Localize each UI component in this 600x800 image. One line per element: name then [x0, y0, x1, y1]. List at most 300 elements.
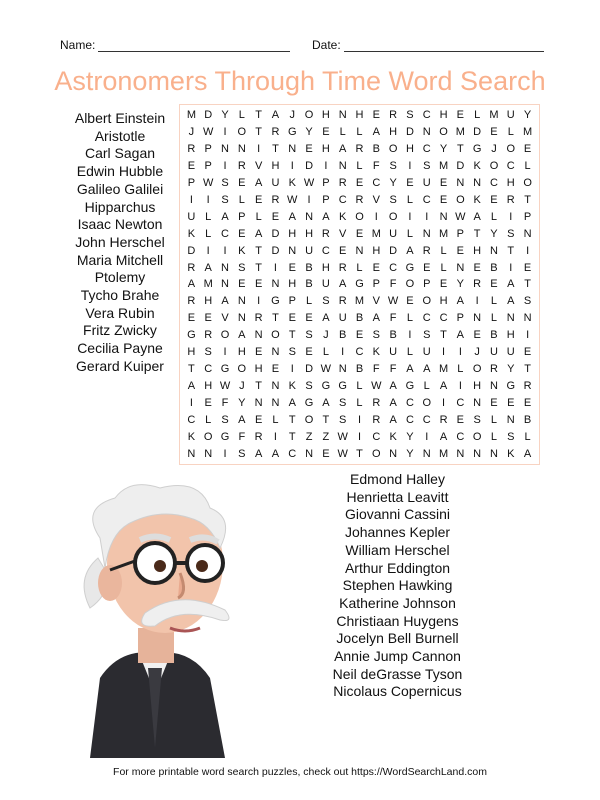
grid-letter: C — [439, 312, 448, 325]
grid-letter: M — [186, 109, 196, 122]
grid-letter: L — [423, 379, 430, 392]
grid-letter: I — [509, 210, 513, 223]
grid-letter: H — [321, 261, 330, 274]
word-item: Annie Jump Cannon — [334, 648, 461, 665]
grid-letter: W — [337, 447, 348, 460]
grid-letter: L — [356, 379, 363, 392]
word-item: Fritz Zwicky — [83, 322, 157, 339]
grid-letter: I — [223, 244, 227, 257]
grid-letter: C — [187, 413, 196, 426]
grid-letter: C — [204, 363, 213, 376]
grid-letter: G — [506, 379, 516, 392]
grid-letter: L — [490, 413, 498, 426]
grid-letter: N — [254, 396, 263, 409]
grid-letter: O — [523, 177, 532, 190]
grid-letter: S — [288, 346, 296, 359]
grid-letter: I — [273, 261, 277, 274]
grid-letter: R — [204, 329, 213, 342]
grid-letter: E — [288, 261, 296, 274]
grid-letter: U — [305, 244, 314, 257]
grid-letter: C — [422, 143, 431, 156]
grid-letter: T — [255, 109, 262, 122]
grid-letter: N — [237, 143, 246, 156]
grid-letter: I — [408, 160, 412, 173]
grid-letter: N — [456, 261, 465, 274]
grid-letter: S — [339, 413, 347, 426]
grid-letter: J — [289, 109, 295, 122]
grid-letter: O — [472, 363, 482, 376]
grid-letter: I — [223, 447, 227, 460]
grid-letter: N — [204, 447, 213, 460]
grid-letter: F — [372, 363, 380, 376]
grid-letter: R — [506, 193, 515, 206]
grid-letter: G — [338, 379, 347, 392]
grid-letter: R — [355, 143, 364, 156]
grid-letter: E — [305, 143, 313, 156]
word-item: Nicolaus Copernicus — [333, 683, 462, 700]
grid-letter: L — [322, 346, 329, 359]
grid-letter: Y — [221, 109, 229, 122]
grid-letter: I — [425, 210, 429, 223]
grid-letter: H — [288, 227, 297, 240]
word-item: Katherine Johnson — [339, 594, 456, 611]
grid-letter: N — [221, 278, 229, 291]
grid-letter: H — [439, 109, 448, 122]
grid-letter: E — [523, 261, 532, 274]
grid-letter: T — [188, 363, 195, 376]
grid-letter: M — [203, 278, 213, 291]
grid-letter: S — [372, 329, 380, 342]
grid-letter: P — [372, 278, 380, 291]
grid-letter: L — [406, 193, 413, 206]
grid-letter: Y — [523, 109, 532, 122]
grid-letter: E — [322, 447, 330, 460]
grid-letter: R — [422, 244, 431, 257]
grid-letter: K — [288, 379, 296, 392]
grid-letter: C — [221, 227, 229, 240]
grid-letter: L — [406, 227, 413, 240]
grid-letter: U — [338, 312, 347, 325]
grid-letter: N — [506, 312, 515, 325]
grid-letter: A — [389, 379, 397, 392]
grid-letter: K — [372, 346, 380, 359]
grid-letter: K — [507, 447, 515, 460]
grid-letter: S — [322, 295, 330, 308]
grid-letter: N — [506, 413, 515, 426]
grid-letter: E — [439, 278, 448, 291]
word-item: Isaac Newton — [77, 216, 163, 233]
grid-letter: A — [271, 447, 280, 460]
grid-letter: A — [473, 210, 481, 223]
grid-letter: H — [321, 109, 330, 122]
grid-letter: W — [455, 210, 466, 223]
grid-letter: I — [290, 160, 294, 173]
grid-letter: Y — [406, 447, 414, 460]
grid-letter: N — [271, 278, 280, 291]
grid-letter: R — [271, 193, 280, 206]
grid-letter: G — [220, 363, 230, 376]
grid-letter: E — [473, 329, 481, 342]
grid-letter: L — [205, 227, 212, 240]
grid-letter: R — [338, 177, 347, 190]
word-item: Arthur Eddington — [344, 559, 451, 576]
grid-letter: E — [372, 261, 380, 274]
word-item: Carl Sagan — [84, 145, 156, 162]
grid-letter: I — [307, 193, 311, 206]
grid-letter: U — [422, 177, 431, 190]
grid-letter: T — [255, 379, 262, 392]
grid-letter: N — [489, 379, 498, 392]
grid-letter: R — [439, 413, 448, 426]
grid-letter: O — [372, 447, 381, 460]
grid-letter: T — [272, 143, 279, 156]
grid-letter: D — [305, 160, 314, 173]
grid-letter: W — [203, 126, 214, 139]
grid-letter: A — [507, 295, 515, 308]
grid-letter: C — [389, 261, 398, 274]
grid-letter: E — [372, 109, 380, 122]
grid-letter: A — [288, 210, 296, 223]
grid-letter: K — [238, 244, 246, 257]
grid-letter: L — [440, 244, 447, 257]
grid-letter: I — [526, 244, 530, 257]
grid-letter: L — [490, 210, 498, 223]
grid-letter: M — [455, 126, 465, 139]
date-label: Date: — [312, 38, 341, 52]
word-list-right — [320, 471, 475, 701]
grid-letter: E — [355, 227, 364, 240]
word-item: Hipparchus — [84, 198, 156, 215]
grid-letter: A — [389, 396, 397, 409]
grid-letter: P — [456, 312, 465, 325]
word-item: Cecilia Payne — [77, 340, 163, 357]
word-item: Tycho Brahe — [80, 287, 160, 304]
grid-letter: S — [389, 160, 397, 173]
grid-letter: T — [255, 244, 262, 257]
grid-letter: R — [254, 430, 263, 443]
grid-letter: Y — [389, 177, 397, 190]
grid-letter: E — [254, 413, 263, 426]
grid-letter: B — [305, 261, 313, 274]
grid-letter: U — [187, 210, 196, 223]
grid-letter: A — [254, 177, 263, 190]
grid-letter: G — [287, 126, 297, 139]
grid-letter: T — [255, 261, 262, 274]
grid-letter: E — [254, 278, 263, 291]
grid-letter: A — [254, 447, 263, 460]
word-item: Galileo Galilei — [76, 180, 164, 197]
grid-letter: R — [338, 261, 347, 274]
astronomer-illustration — [60, 478, 245, 758]
grid-letter: S — [305, 379, 313, 392]
grid-letter: R — [355, 193, 364, 206]
grid-letter: M — [438, 363, 449, 376]
grid-letter: D — [271, 227, 280, 240]
grid-letter: L — [490, 312, 498, 325]
grid-letter: W — [287, 193, 298, 206]
grid-letter: T — [440, 329, 447, 342]
grid-letter: E — [456, 109, 465, 122]
grid-letter: G — [220, 430, 230, 443]
grid-letter: H — [237, 346, 246, 359]
grid-letter: O — [237, 126, 247, 139]
grid-letter: A — [187, 379, 196, 392]
grid-letter: E — [204, 396, 212, 409]
grid-letter: N — [473, 447, 482, 460]
grid-letter: B — [389, 329, 397, 342]
grid-letter: L — [440, 261, 447, 274]
grid-letter: L — [272, 413, 279, 426]
word-item: Aristotle — [94, 127, 146, 144]
grid-letter: L — [474, 109, 481, 122]
grid-letter: O — [388, 210, 398, 223]
grid-letter: H — [372, 244, 381, 257]
grid-letter: J — [323, 329, 329, 342]
grid-letter: A — [507, 278, 515, 291]
grid-letter: E — [305, 346, 313, 359]
grid-letter: A — [221, 295, 229, 308]
grid-letter: A — [238, 413, 246, 426]
name-label: Name: — [60, 38, 96, 52]
grid-letter: S — [423, 329, 431, 342]
grid-letter: S — [204, 346, 212, 359]
grid-letter: E — [456, 244, 465, 257]
grid-letter: N — [523, 312, 532, 325]
grid-letter: W — [387, 295, 399, 308]
grid-letter: G — [405, 261, 415, 274]
grid-letter: L — [238, 193, 245, 206]
grid-letter: N — [338, 363, 347, 376]
grid-letter: V — [221, 312, 229, 325]
grid-letter: Y — [439, 143, 448, 156]
word-item: Ptolemy — [94, 269, 146, 286]
grid-letter: S — [238, 447, 246, 460]
grid-letter: R — [489, 363, 498, 376]
grid-letter: L — [339, 126, 346, 139]
grid-letter: H — [288, 278, 297, 291]
grid-letter: H — [506, 329, 515, 342]
grid-letter: E — [490, 396, 498, 409]
grid-letter: R — [254, 312, 263, 325]
grid-letter: L — [457, 363, 464, 376]
grid-letter: E — [271, 210, 280, 223]
grid-letter: U — [389, 227, 398, 240]
grid-letter: R — [338, 295, 347, 308]
footer-text: For more printable word search puzzles, check out https://WordSearchLand.com — [113, 766, 487, 778]
grid-letter: H — [254, 363, 263, 376]
grid-letter: U — [489, 346, 498, 359]
grid-letter: H — [506, 177, 515, 190]
grid-letter: A — [187, 278, 196, 291]
grid-letter: S — [389, 193, 397, 206]
grid-letter: G — [271, 295, 280, 308]
grid-letter: N — [305, 210, 314, 223]
grid-letter: E — [406, 177, 414, 190]
grid-letter: C — [405, 413, 414, 426]
grid-letter: N — [489, 447, 498, 460]
grid-letter: B — [490, 261, 498, 274]
grid-letter: R — [523, 379, 532, 392]
grid-letter: C — [506, 160, 515, 173]
grid-letter: S — [339, 396, 347, 409]
grid-letter: O — [439, 126, 448, 139]
grid-letter: N — [288, 244, 297, 257]
word-item: Stephen Hawking — [342, 577, 453, 594]
grid-letter: E — [439, 177, 448, 190]
grid-letter: F — [238, 430, 246, 443]
grid-letter: I — [408, 329, 412, 342]
page-title: Astronomers Through Time Word Search — [54, 66, 546, 96]
grid-letter: O — [456, 193, 465, 206]
grid-letter: E — [507, 396, 515, 409]
grid-letter: O — [237, 363, 247, 376]
grid-letter: I — [408, 210, 412, 223]
grid-letter: N — [473, 312, 482, 325]
grid-letter: I — [324, 160, 328, 173]
grid-letter: J — [474, 346, 480, 359]
grid-letter: A — [439, 430, 448, 443]
grid-letter: G — [405, 379, 415, 392]
grid-letter: L — [490, 430, 498, 443]
grid-letter: J — [239, 379, 245, 392]
word-item: John Herschel — [75, 233, 165, 250]
grid-letter: A — [254, 227, 263, 240]
grid-letter: T — [288, 329, 296, 342]
grid-letter: W — [203, 177, 214, 190]
grid-letter: E — [305, 312, 313, 325]
grid-letter: I — [290, 363, 294, 376]
grid-letter: L — [406, 312, 413, 325]
grid-letter: O — [271, 329, 280, 342]
grid-letter: H — [321, 143, 330, 156]
grid-letter: L — [356, 160, 363, 173]
grid-letter: B — [339, 329, 347, 342]
grid-letter: C — [422, 193, 431, 206]
grid-letter: O — [220, 329, 230, 342]
grid-letter: P — [322, 177, 330, 190]
grid-letter: A — [288, 396, 296, 409]
grid-letter: O — [405, 278, 415, 291]
grid-letter: L — [524, 430, 531, 443]
grid-letter: N — [439, 210, 448, 223]
grid-letter: O — [388, 143, 398, 156]
grid-letter: W — [320, 363, 332, 376]
grid-letter: V — [254, 160, 263, 173]
grid-letter: N — [473, 396, 482, 409]
grid-letter: S — [221, 177, 229, 190]
grid-letter: N — [422, 447, 431, 460]
grid-letter: A — [523, 447, 532, 460]
grid-letter: I — [206, 193, 210, 206]
grid-letter: E — [355, 329, 364, 342]
grid-letter: A — [339, 278, 347, 291]
grid-letter: N — [254, 329, 263, 342]
grid-letter: T — [507, 244, 515, 257]
grid-letter: Z — [322, 430, 330, 443]
grid-letter: U — [271, 177, 280, 190]
grid-letter: P — [523, 210, 532, 223]
grid-letter: N — [338, 160, 347, 173]
grid-letter: U — [506, 346, 515, 359]
grid-letter: R — [187, 143, 196, 156]
grid-letter: N — [473, 177, 482, 190]
grid-letter: A — [322, 210, 330, 223]
grid-letter: T — [272, 312, 279, 325]
grid-letter: U — [506, 109, 515, 122]
grid-letter: A — [439, 379, 448, 392]
grid-letter: N — [237, 312, 246, 325]
grid-letter: R — [271, 126, 280, 139]
grid-letter: M — [489, 109, 499, 122]
grid-letter: K — [473, 193, 481, 206]
grid-letter: U — [321, 278, 330, 291]
grid-letter: S — [423, 160, 431, 173]
grid-letter: S — [507, 430, 515, 443]
grid-letter: A — [221, 210, 229, 223]
grid-letter: K — [288, 177, 296, 190]
grid-letter: U — [389, 346, 398, 359]
grid-letter: L — [524, 160, 531, 173]
grid-letter: R — [187, 261, 196, 274]
grid-letter: Y — [406, 430, 414, 443]
grid-letter: V — [372, 193, 380, 206]
grid-letter: I — [475, 295, 479, 308]
grid-letter: A — [372, 126, 380, 139]
name-field[interactable] — [60, 38, 290, 52]
grid-letter: N — [221, 143, 229, 156]
grid-letter: E — [254, 193, 263, 206]
grid-letter: A — [322, 396, 330, 409]
grid-letter: E — [490, 278, 498, 291]
grid-letter: E — [439, 193, 448, 206]
grid-letter: V — [339, 227, 347, 240]
grid-letter: C — [489, 177, 498, 190]
grid-letter: P — [322, 193, 330, 206]
grid-letter: A — [204, 261, 212, 274]
grid-letter: I — [458, 379, 462, 392]
grid-letter: G — [355, 278, 364, 291]
word-item: Vera Rubin — [85, 304, 155, 321]
word-list-left — [60, 110, 180, 376]
grid-letter: B — [372, 143, 380, 156]
grid-letter: A — [339, 143, 347, 156]
grid-letter: R — [389, 109, 398, 122]
grid-letter: Y — [490, 227, 498, 240]
grid-letter: I — [425, 430, 429, 443]
grid-letter: C — [422, 109, 431, 122]
grid-letter: K — [389, 430, 397, 443]
grid-letter: T — [288, 430, 296, 443]
grid-letter: I — [223, 160, 227, 173]
grid-letter: I — [526, 329, 530, 342]
grid-letter: A — [406, 244, 414, 257]
grid-letter: S — [221, 413, 229, 426]
grid-letter: S — [221, 193, 229, 206]
grid-letter: E — [238, 278, 246, 291]
grid-letter: P — [204, 160, 212, 173]
grid-letter: H — [389, 126, 398, 139]
grid-letter: P — [187, 177, 196, 190]
date-field[interactable] — [312, 38, 544, 52]
grid-letter: B — [490, 329, 498, 342]
grid-letter: M — [354, 295, 365, 308]
grid-letter: A — [406, 363, 414, 376]
grid-letter: W — [219, 379, 231, 392]
grid-letter: H — [305, 227, 314, 240]
grid-letter: L — [238, 109, 245, 122]
grid-letter: F — [221, 396, 229, 409]
grid-letter: Y — [238, 396, 246, 409]
